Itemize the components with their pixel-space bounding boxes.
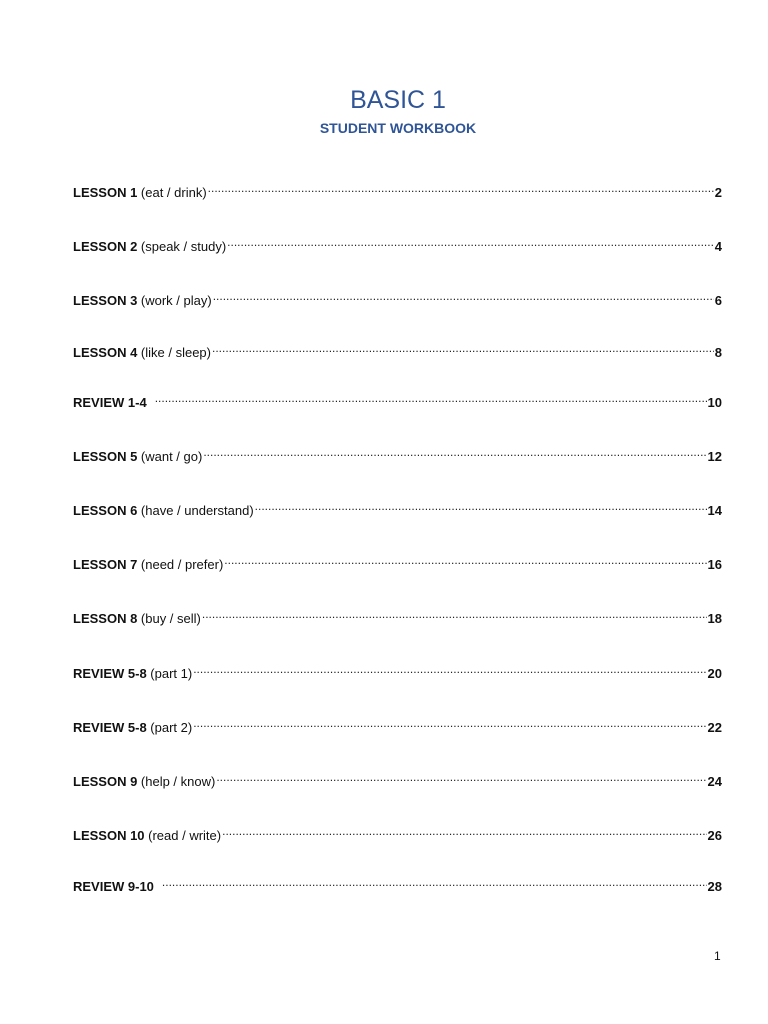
toc-entry-title <box>73 556 223 574</box>
toc-entry-detail: (want / go) <box>137 449 203 464</box>
dot-leader <box>213 287 714 305</box>
toc-entry-detail: (buy / sell) <box>137 611 201 626</box>
toc-entry-page: 2 <box>714 185 722 200</box>
toc-entry-review-5-8-part-2[interactable] <box>73 714 722 735</box>
toc-entry-detail: (read / write) <box>144 828 222 843</box>
toc-entry-review-1-4[interactable] <box>73 389 722 410</box>
dot-leader <box>193 714 706 732</box>
toc-entry-label: LESSON 6 <box>73 503 138 518</box>
toc-entry-page: 20 <box>707 666 722 681</box>
toc-entry-title <box>73 394 147 412</box>
toc-entry-detail: (eat / drink) <box>137 185 207 200</box>
toc-entry-label: REVIEW 5-8 <box>73 666 147 681</box>
toc-entry-detail: (need / prefer) <box>137 557 224 572</box>
toc-entry-page: 16 <box>707 557 722 572</box>
toc-entry-lesson-1[interactable] <box>73 179 722 200</box>
toc-entry-title <box>73 448 202 466</box>
toc-entry-detail: (speak / study) <box>137 239 227 254</box>
dot-leader <box>222 822 706 840</box>
toc-entry-lesson-8[interactable] <box>73 605 722 626</box>
toc-entry-page: 10 <box>707 395 722 410</box>
toc-entry-lesson-3[interactable] <box>73 287 722 308</box>
toc-entry-lesson-6[interactable] <box>73 497 722 518</box>
toc-entry-title <box>73 773 215 791</box>
dot-leader <box>212 339 714 357</box>
dot-leader <box>227 233 714 251</box>
toc-entry-page: 8 <box>714 345 722 360</box>
toc-entry-label: LESSON 4 <box>73 345 138 360</box>
toc-entry-lesson-9[interactable] <box>73 768 722 789</box>
toc-entry-title <box>73 344 211 362</box>
toc-entry-lesson-7[interactable] <box>73 551 722 572</box>
toc-entry-label: LESSON 2 <box>73 239 138 254</box>
toc-entry-label: REVIEW 1-4 <box>73 395 147 410</box>
dot-leader <box>202 605 707 623</box>
toc-entry-page: 18 <box>707 611 722 626</box>
toc-entry-label: LESSON 8 <box>73 611 138 626</box>
dot-leader <box>216 768 706 786</box>
toc-entry-page: 6 <box>714 293 722 308</box>
toc-entry-title <box>73 238 226 256</box>
toc-entry-label: LESSON 1 <box>73 185 138 200</box>
toc-entry-label: LESSON 10 <box>73 828 145 843</box>
toc-entry-lesson-5[interactable] <box>73 443 722 464</box>
toc-entry-detail: (part 1) <box>146 666 193 681</box>
page-number: 1 <box>714 949 721 963</box>
toc-entry-detail: (part 2) <box>146 720 193 735</box>
toc-entry-label: REVIEW 9-10 <box>73 879 154 894</box>
toc-entry-detail: (like / sleep) <box>137 345 211 360</box>
dot-leader <box>155 389 707 407</box>
page-subtitle: STUDENT WORKBOOK <box>319 120 477 136</box>
page-title: BASIC 1 <box>350 86 446 114</box>
toc-entry-lesson-10[interactable] <box>73 822 722 843</box>
toc-entry-title <box>73 719 192 737</box>
toc-entry-page: 26 <box>707 828 722 843</box>
toc-entry-page: 28 <box>707 879 722 894</box>
toc-entry-label: LESSON 7 <box>73 557 138 572</box>
toc-entry-title <box>73 610 201 628</box>
toc-entry-detail: (have / understand) <box>137 503 254 518</box>
toc-entry-label: LESSON 9 <box>73 774 138 789</box>
toc-entry-detail: (help / know) <box>137 774 216 789</box>
toc-entry-page: 12 <box>707 449 722 464</box>
toc-entry-title <box>73 665 192 683</box>
toc-entry-detail: (work / play) <box>137 293 212 308</box>
toc-entry-title <box>73 827 221 845</box>
toc-entry-label: LESSON 5 <box>73 449 138 464</box>
dot-leader <box>255 497 707 515</box>
dot-leader <box>193 660 706 678</box>
toc-entry-page: 24 <box>707 774 722 789</box>
toc-entry-page: 22 <box>707 720 722 735</box>
dot-leader <box>208 179 714 197</box>
toc-entry-review-9-10[interactable] <box>73 873 722 894</box>
dot-leader <box>203 443 706 461</box>
toc-entry-page: 14 <box>707 503 722 518</box>
toc-entry-title <box>73 878 154 896</box>
dot-leader <box>224 551 706 569</box>
toc-entry-label: LESSON 3 <box>73 293 138 308</box>
toc-entry-review-5-8-part-1[interactable] <box>73 660 722 681</box>
toc-entry-title <box>73 292 212 310</box>
toc-entry-lesson-2[interactable] <box>73 233 722 254</box>
toc-entry-title <box>73 502 254 520</box>
toc-entry-title <box>73 184 207 202</box>
dot-leader <box>162 873 707 891</box>
toc-entry-lesson-4[interactable] <box>73 339 722 360</box>
toc-entry-label: REVIEW 5-8 <box>73 720 147 735</box>
toc-entry-page: 4 <box>714 239 722 254</box>
